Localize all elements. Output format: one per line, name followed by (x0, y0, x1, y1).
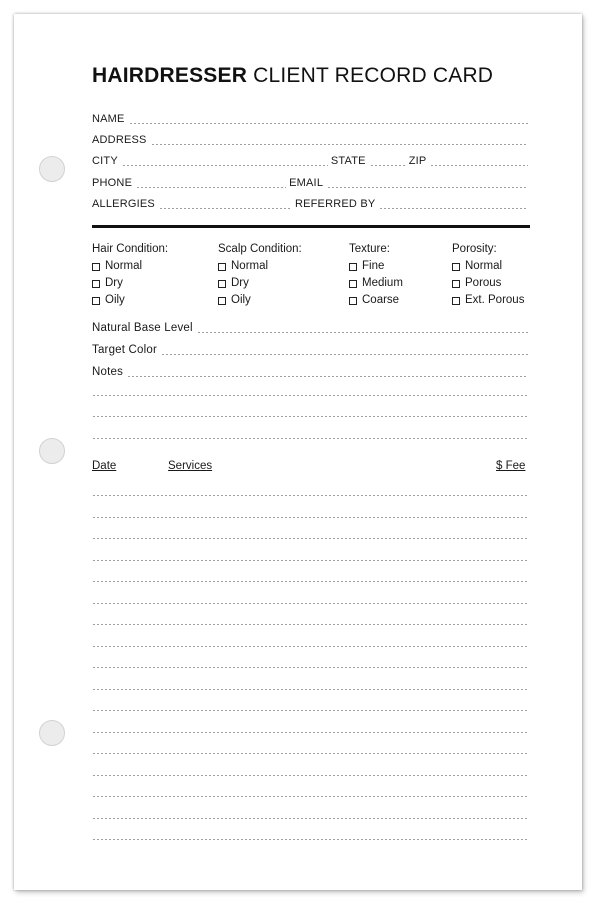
page-title (92, 64, 493, 88)
option-label: Oily (105, 294, 125, 306)
city-state-zip-row (92, 152, 528, 168)
service-entry-line[interactable] (92, 775, 528, 776)
hair-condition-option[interactable] (92, 292, 168, 309)
phone-label: PHONE (92, 177, 133, 189)
address-line[interactable] (151, 144, 528, 145)
scalp-condition-group (218, 241, 302, 309)
option-label: Oily (231, 294, 251, 306)
scalp-condition-option[interactable] (218, 258, 302, 275)
option-label: Coarse (362, 294, 400, 306)
checkbox[interactable] (92, 297, 100, 305)
service-entry-line[interactable] (92, 646, 528, 647)
porosity-option[interactable] (452, 275, 524, 292)
target-color-line[interactable] (161, 354, 528, 355)
service-entry-line[interactable] (92, 581, 528, 582)
service-entry-line[interactable] (92, 839, 528, 840)
service-entry-line[interactable] (92, 603, 528, 604)
fee-column-header: $ Fee (496, 460, 526, 472)
option-label: Normal (231, 260, 269, 272)
texture-option[interactable] (349, 292, 403, 309)
address-field[interactable] (92, 131, 528, 147)
service-entry-line[interactable] (92, 818, 528, 819)
scalp-condition-option[interactable] (218, 292, 302, 309)
checkbox[interactable] (349, 263, 357, 271)
city-line[interactable] (122, 165, 328, 166)
target-color-label: Target Color (92, 344, 158, 356)
state-line[interactable] (370, 165, 406, 166)
checkbox[interactable] (349, 297, 357, 305)
name-line[interactable] (129, 123, 528, 124)
date-column-header: Date (92, 460, 117, 472)
name-field[interactable] (92, 110, 528, 126)
checkbox[interactable] (218, 280, 226, 288)
checkbox[interactable] (92, 280, 100, 288)
service-entry-line[interactable] (92, 624, 528, 625)
checkbox[interactable] (452, 280, 460, 288)
service-entry-line[interactable] (92, 495, 528, 496)
title-rest: CLIENT RECORD CARD (247, 64, 494, 87)
service-entry-line[interactable] (92, 689, 528, 690)
punch-hole-bottom (39, 720, 65, 746)
option-label: Normal (105, 260, 143, 272)
natural-base-field[interactable] (92, 319, 528, 335)
notes-line[interactable] (92, 395, 528, 396)
checkbox[interactable] (452, 297, 460, 305)
checkbox[interactable] (452, 263, 460, 271)
address-label: ADDRESS (92, 134, 147, 146)
title-bold: HAIRDRESSER (92, 64, 248, 87)
city-label: CITY (92, 155, 118, 167)
phone-line[interactable] (136, 187, 286, 188)
texture-option[interactable] (349, 258, 403, 275)
porosity-group (452, 241, 524, 309)
zip-line[interactable] (430, 165, 528, 166)
hair-condition-group (92, 241, 168, 309)
services-column-header: Services (168, 460, 213, 472)
allergies-line[interactable] (159, 208, 292, 209)
scalp-condition-heading: Scalp Condition: (218, 243, 302, 255)
service-entry-line[interactable] (92, 517, 528, 518)
referred-by-label: REFERRED BY (294, 198, 376, 210)
option-label: Ext. Porous (465, 294, 525, 306)
email-line[interactable] (327, 187, 528, 188)
hair-condition-option[interactable] (92, 258, 168, 275)
punch-hole-top (39, 156, 65, 182)
hair-condition-heading: Hair Condition: (92, 243, 169, 255)
state-label: STATE (330, 155, 366, 167)
service-entry-line[interactable] (92, 538, 528, 539)
service-entry-line[interactable] (92, 753, 528, 754)
service-entry-line[interactable] (92, 732, 528, 733)
porosity-heading: Porosity: (452, 243, 497, 255)
allergies-referred-row (92, 195, 528, 211)
target-color-field[interactable] (92, 341, 528, 357)
phone-email-row (92, 174, 528, 190)
zip-label: ZIP (408, 155, 427, 167)
checkbox[interactable] (218, 297, 226, 305)
natural-base-line[interactable] (197, 332, 528, 333)
punch-hole-middle (39, 438, 65, 464)
option-label: Porous (465, 277, 502, 289)
notes-label: Notes (92, 366, 124, 378)
service-entry-line[interactable] (92, 667, 528, 668)
hair-condition-option[interactable] (92, 275, 168, 292)
service-entry-line[interactable] (92, 710, 528, 711)
name-label: NAME (92, 113, 125, 125)
section-divider (92, 225, 530, 228)
texture-option[interactable] (349, 275, 403, 292)
allergies-label: ALLERGIES (92, 198, 155, 210)
notes-line[interactable] (127, 376, 528, 377)
option-label: Dry (105, 277, 123, 289)
option-label: Dry (231, 277, 249, 289)
email-label: EMAIL (289, 177, 324, 189)
option-label: Normal (465, 260, 503, 272)
texture-group (349, 241, 403, 309)
service-entry-line[interactable] (92, 560, 528, 561)
scalp-condition-option[interactable] (218, 275, 302, 292)
notes-field[interactable] (92, 363, 528, 379)
texture-heading: Texture: (349, 243, 390, 255)
service-entry-line[interactable] (92, 796, 528, 797)
natural-base-label: Natural Base Level (92, 322, 193, 334)
notes-line[interactable] (92, 438, 528, 439)
referred-by-line[interactable] (379, 208, 528, 209)
option-label: Fine (362, 260, 385, 272)
checkbox[interactable] (92, 263, 100, 271)
porosity-option[interactable] (452, 258, 524, 275)
porosity-option[interactable] (452, 292, 524, 309)
option-label: Medium (362, 277, 403, 289)
checkbox[interactable] (218, 263, 226, 271)
notes-line[interactable] (92, 416, 528, 417)
checkbox[interactable] (349, 280, 357, 288)
